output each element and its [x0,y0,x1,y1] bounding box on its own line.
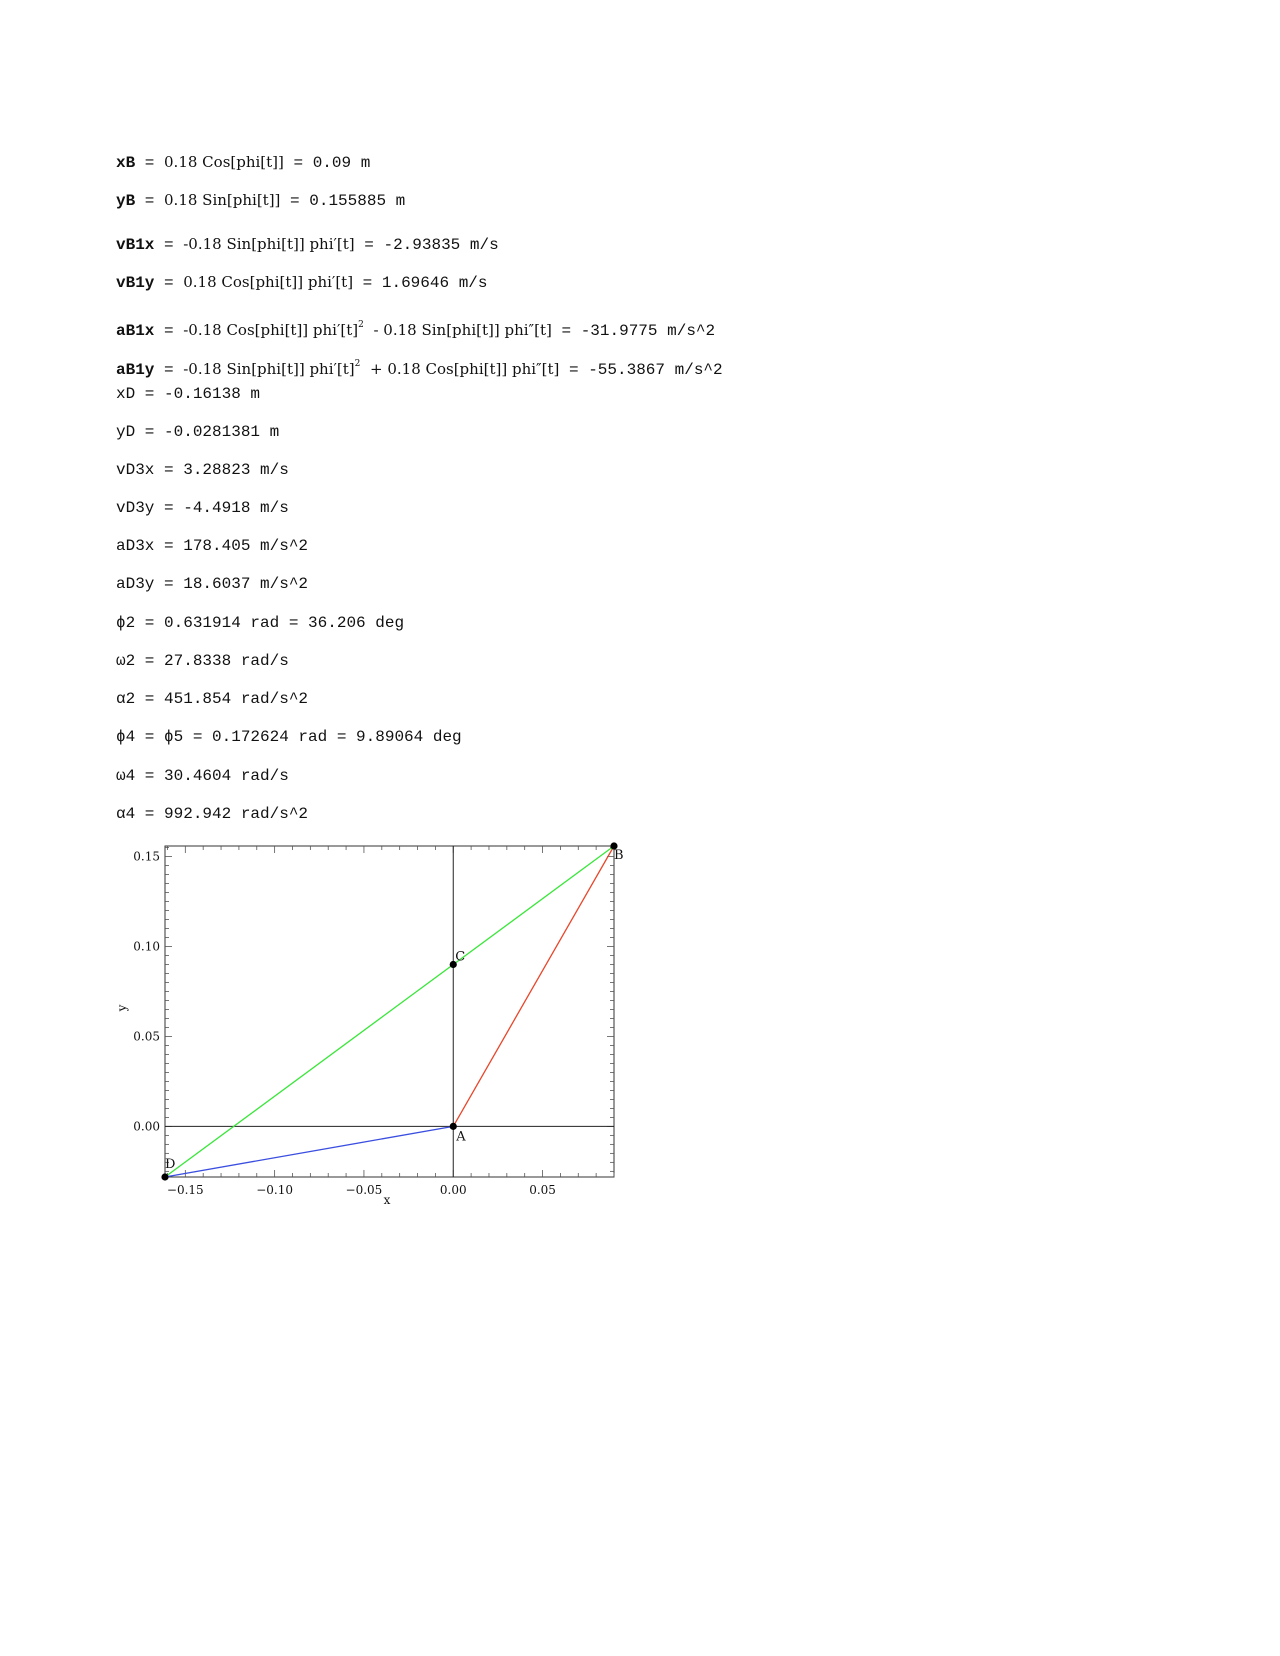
line-vB1x: vB1x = -0.18 Sin[phi[t]] phi′[t] = -2.93835 m/s [116,235,499,254]
segment-AB [453,846,614,1126]
line-alpha4: α4 = 992.942 rad/s^2 [116,805,309,823]
point-label-A: A [456,1129,466,1145]
y-tick-label: 0.10 [133,939,160,954]
segment-DA [165,1126,453,1177]
line-aD3y: aD3y = 18.6037 m/s^2 [116,575,309,593]
line-aB1y: aB1y = -0.18 Sin[phi[t]] $phi'[t]^2 + 0.18$ Cos[phi[t]] phi″[t] = -55.3867 m/s^2 [116,359,723,379]
line-phi4: ϕ4 = ϕ5 = 0.172624 rad = 9.89064 deg [116,728,462,746]
line-xD: xD = -0.16138 m [116,385,261,403]
line-vD3y: vD3y = -4.4918 m/s [116,499,289,517]
point-label-C: C [455,949,466,965]
x-axis-label: x [383,1193,391,1207]
line-xB: xB = 0.18 Cos[phi[t]] = 0.09 m [116,153,371,172]
line-vB1y: vB1y = 0.18 Cos[phi[t]] phi′[t] = 1.69646 m/s [116,273,488,292]
x-tick-label: −0.15 [166,1183,204,1197]
x-tick-label: −0.05 [345,1183,383,1197]
y-tick-label: 0.05 [133,1029,160,1044]
line-omega4: ω4 = 30.4604 rad/s [116,767,289,785]
point-D [161,1173,168,1180]
x-tick-label: 0.05 [529,1183,556,1197]
line-omega2: ω2 = 27.8338 rad/s [116,652,289,670]
line-aB1x: aB1x = -0.18 Cos[phi[t]] $phi'[t]^2 - 0.18$ Sin[phi[t]] phi″[t] = -31.9775 m/s^2 [116,320,716,340]
y-tick-label: 0.15 [133,849,160,864]
segment-DB [165,846,614,1177]
y-axis-label: y [115,1004,129,1012]
x-tick-label: 0.00 [439,1183,467,1197]
line-alpha2: α2 = 451.854 rad/s^2 [116,690,309,708]
line-yD: yD = -0.0281381 m [116,423,280,441]
line-vD3x: vD3x = 3.28823 m/s [116,461,289,479]
y-tick-label: 0.00 [133,1119,160,1134]
point-label-D: D [165,1157,176,1172]
line-yB: yB = 0.18 Sin[phi[t]] = 0.155885 m [116,191,406,210]
line-phi2: ϕ2 = 0.631914 rad = 36.206 deg [116,614,405,632]
point-label-B: B [614,848,624,863]
x-tick-label: −0.10 [256,1183,294,1197]
line-aD3x: aD3x = 178.405 m/s^2 [116,537,309,555]
